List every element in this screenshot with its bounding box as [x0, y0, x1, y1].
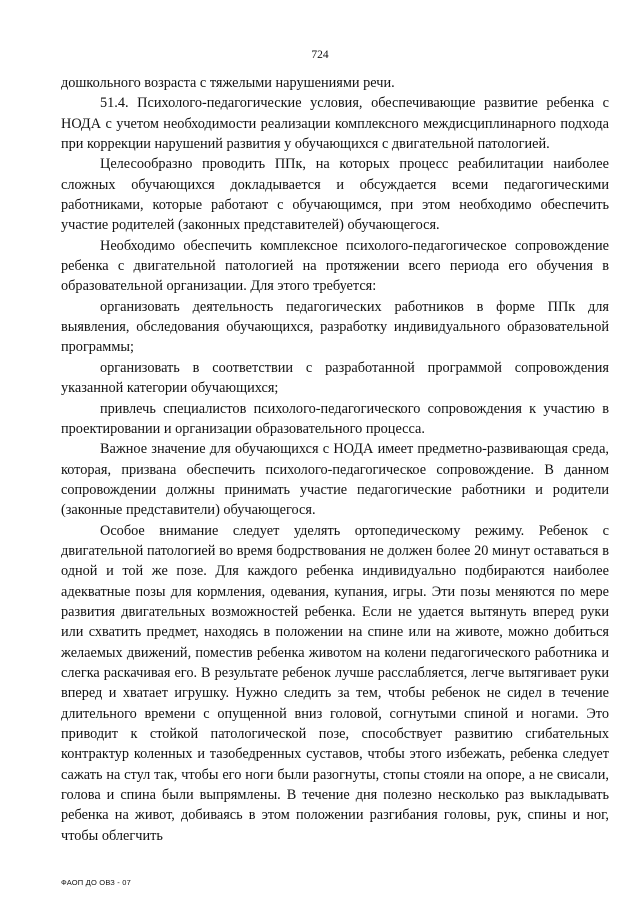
paragraph-requirement-3: привлечь специалистов психолого-педагогического сопровождения к участию в проектировании и организации образовательного процесса. — [61, 400, 609, 437]
paragraph-requirement-2: организовать в соответствии с разработанной программой сопровождения указанной категории обучающихся; — [61, 359, 609, 397]
document-body — [61, 73, 609, 846]
paragraph-environment: Важное значение для обучающихся с НОДА имеет предметно-развивающая среда, которая, призвана обеспечить психолого-педагогическое сопровождение. В данном сопровождении должны принимать участие педагогические работники и родители (законные представители) обучающегося. — [61, 441, 609, 519]
paragraph-orthopedic: Особое внимание следует уделять ортопедическому режиму. Ребенок с двигательной патологией во время бодрствования не должен более 20 минут оставаться в одной и той же позе. Для каждого ребенка индивидуально подбираются наиболее адекватные позы для кормления, одевания, купания, игры. Эти позы меняются по мере развития двигательных возможностей ребенка. Если не удается вытянуть вперед руки или схватить предмет, находясь в положении на спине или на животе, можно добиться желаемых движений, поместив ребенка животом на колени педагогического работника и слегка раскачивая его. В результате ребенок лучше расслабляется, легче вытягивает руки вперед и хватает игрушку. Нужно следить за тем, чтобы ребенок не сидел в течение длительного времени с опущенной вниз головой, согнутыми спиной и ногами. Это приводит к стойкой патологической позе, способствует развитию сгибательных контрактур коленных и тазобедренных суставов, чтобы этого избежать, ребенка следует сажать на стул так, чтобы его ноги были разогнуты, стопы стояли на опоре, а не свисали, голова и спина были выпрямлены. В течение дня полезно несколько раз выкладывать ребенка на живот, добиваясь в этом положении разгибания головы, рук, спины и ног, чтобы облегчить — [61, 522, 609, 844]
paragraph-ppk: Целесообразно проводить ППк, на которых процесс реабилитации наиболее сложных обучающихся докладывается и обсуждается всеми педагогическими работниками, которые работают с обучающимся, при этом необходимо обеспечить участие родителей (законных представителей) обучающегося. — [61, 156, 609, 234]
paragraph-support: Необходимо обеспечить комплексное психолого-педагогическое сопровождение ребенка с двигательной патологией на протяжении всего периода его обучения в образовательной организации. Для этого требуется: — [61, 237, 609, 295]
page-number: 724 — [311, 49, 329, 61]
paragraph-section-51-4: 51.4. Психолого-педагогические условия, обеспечивающие развитие ребенка с НОДА с учетом необходимости реализации комплексного междисциплинарного подхода при коррекции нарушений развития у обучающихся с двигательной патологией. — [61, 95, 609, 153]
paragraph-requirement-1: организовать деятельность педагогических работников в форме ППк для выявления, обследования обучающихся, разработку индивидуального образовательной программы; — [61, 298, 609, 356]
page-footer: ФАОП ДО ОВЗ - 07 — [61, 878, 132, 887]
paragraph-continuation: дошкольного возраста с тяжелыми нарушениями речи. — [61, 75, 395, 91]
